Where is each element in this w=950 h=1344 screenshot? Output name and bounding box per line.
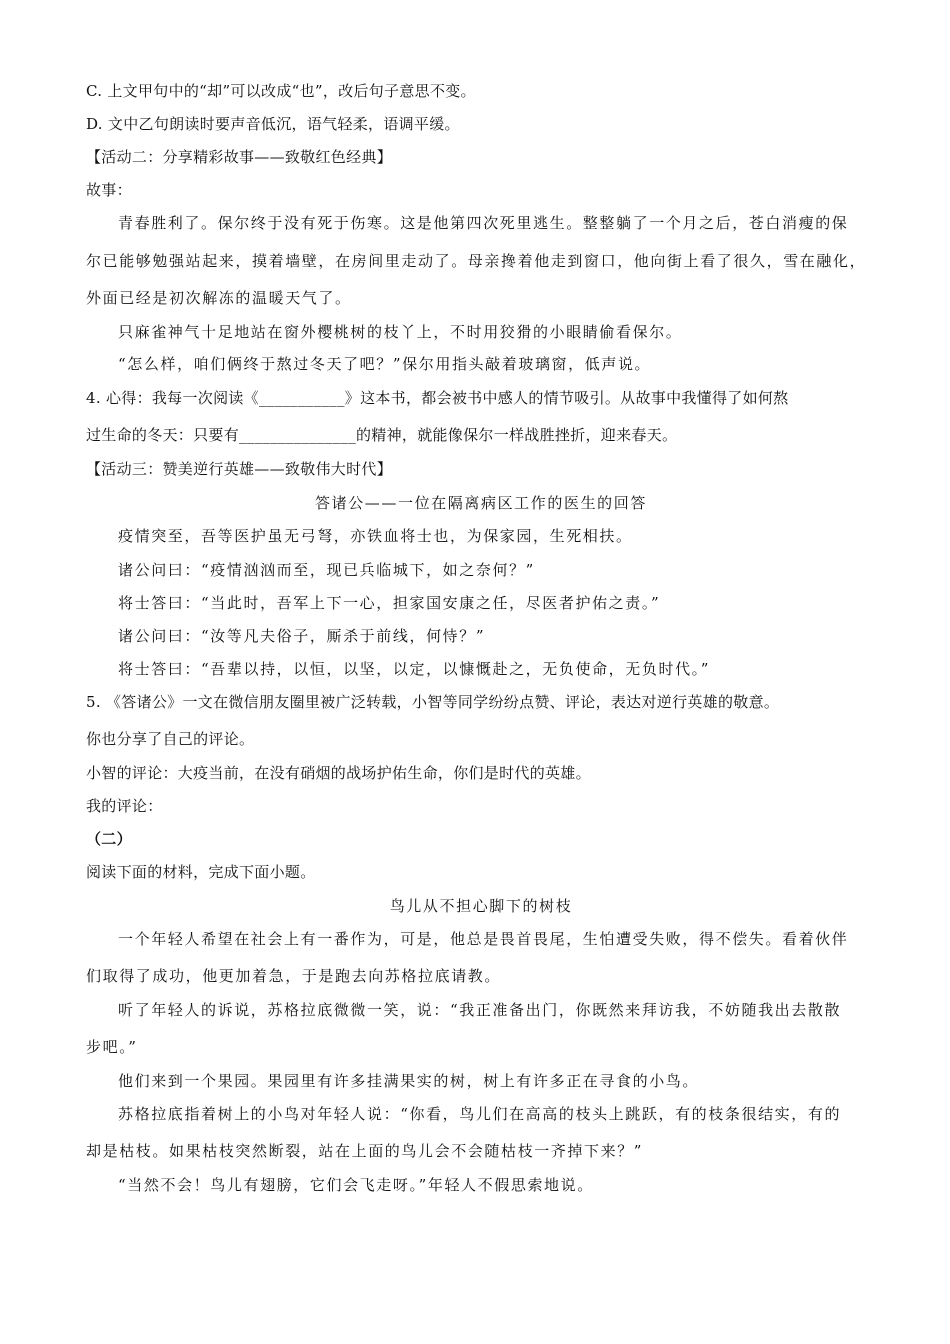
poem-line: 疫情突至，吾等医护虽无弓弩，亦铁血将士也，为保家园，生死相扶。 bbox=[118, 527, 633, 545]
story-paragraph-line: 只麻雀神气十足地站在窗外樱桃树的枝丫上，不时用狡猾的小眼睛偷看保尔。 bbox=[118, 323, 683, 341]
question-4-line: 4. 心得：我每一次阅读《___________》这本书，都会被书中感人的情节吸引。从故事中我懂得了如何熬 bbox=[86, 389, 789, 407]
section-2-instruction: 阅读下面的材料，完成下面小题。 bbox=[86, 863, 316, 881]
poem-line: 诸公问曰：“汝等凡夫俗子，厮杀于前线，何恃？” bbox=[118, 627, 486, 645]
article-paragraph-line: 听了年轻人的诉说，苏格拉底微微一笑，说：“我正准备出门，你既然来拜访我，不妨随我出去散散 bbox=[118, 1001, 842, 1019]
section-2-heading: （二） bbox=[86, 830, 132, 848]
my-comment-label: 我的评论： bbox=[86, 797, 163, 815]
question-5-line: 你也分享了自己的评论。 bbox=[86, 730, 255, 748]
option-c: C. 上文甲句中的“却”可以改成“也”，改后句子意思不变。 bbox=[86, 82, 476, 100]
activity2-heading: 【活动二：分享精彩故事——致敬红色经典】 bbox=[86, 148, 393, 166]
poem-line: 将士答曰：“当此时，吾军上下一心，担家国安康之任，尽医者护佑之责。” bbox=[118, 594, 661, 612]
story-paragraph-line: 尔已能够勉强站起来，摸着墙壁，在房间里走动了。母亲搀着他走到窗口，他向街上看了很久，雪在融化， bbox=[86, 252, 867, 270]
article-paragraph-line: “当然不会！鸟儿有翅膀，它们会飞走呀。”年轻人不假思索地说。 bbox=[118, 1176, 594, 1194]
article-paragraph-line: 一个年轻人希望在社会上有一番作为，可是，他总是畏首畏尾，生怕遭受失败，得不偿失。看着伙伴 bbox=[118, 930, 849, 948]
story-paragraph-line: “怎么样，咱们俩终于熬过冬天了吧？”保尔用指头敲着玻璃窗，低声说。 bbox=[118, 355, 652, 373]
question-5-line: 5. 《答诸公》一文在微信朋友圈里被广泛转载，小智等同学纷纷点赞、评论，表达对逆行英雄的敬意。 bbox=[86, 693, 780, 711]
option-d: D. 文中乙句朗读时要声音低沉，语气轻柔，语调平缓。 bbox=[86, 115, 460, 133]
article-paragraph-line: 却是枯枝。如果枯枝突然断裂，站在上面的鸟儿会不会随枯枝一齐掉下来？” bbox=[86, 1142, 644, 1160]
story-paragraph-line: 青春胜利了。保尔终于没有死于伤寒。这是他第四次死里逃生。整整躺了一个月之后，苍白消瘦的保 bbox=[118, 214, 849, 232]
article-paragraph-line: 们取得了成功，他更加着急，于是跑去向苏格拉底请教。 bbox=[86, 967, 502, 985]
story-paragraph-line: 外面已经是初次解冻的温暖天气了。 bbox=[86, 289, 352, 307]
poem-line: 将士答曰：“吾辈以持，以恒，以坚，以定，以慷慨赴之，无负使命，无负时代。” bbox=[118, 660, 711, 678]
xiaozhi-comment: 小智的评论：大疫当前，在没有硝烟的战场护佑生命，你们是时代的英雄。 bbox=[86, 764, 591, 782]
poem-title: 答诸公——一位在隔离病区工作的医生的回答 bbox=[314, 494, 647, 512]
article-title: 鸟儿从不担心脚下的树枝 bbox=[389, 897, 573, 915]
article-paragraph-line: 苏格拉底指着树上的小鸟对年轻人说：“你看，鸟儿们在高高的枝头上跳跃，有的枝条很结实，有的 bbox=[118, 1105, 842, 1123]
activity3-heading: 【活动三：赞美逆行英雄——致敬伟大时代】 bbox=[86, 460, 393, 478]
article-paragraph-line: 步吧。” bbox=[86, 1038, 138, 1056]
poem-line: 诸公问曰：“疫情汹汹而至，现已兵临城下，如之奈何？” bbox=[118, 561, 535, 579]
question-4-line: 过生命的冬天：只要有_______________的精神，就能像保尔一样战胜挫折，迎来春天。 bbox=[86, 426, 678, 444]
story-label: 故事： bbox=[86, 181, 132, 199]
article-paragraph-line: 他们来到一个果园。果园里有许多挂满果实的树，树上有许多正在寻食的小鸟。 bbox=[118, 1072, 700, 1090]
